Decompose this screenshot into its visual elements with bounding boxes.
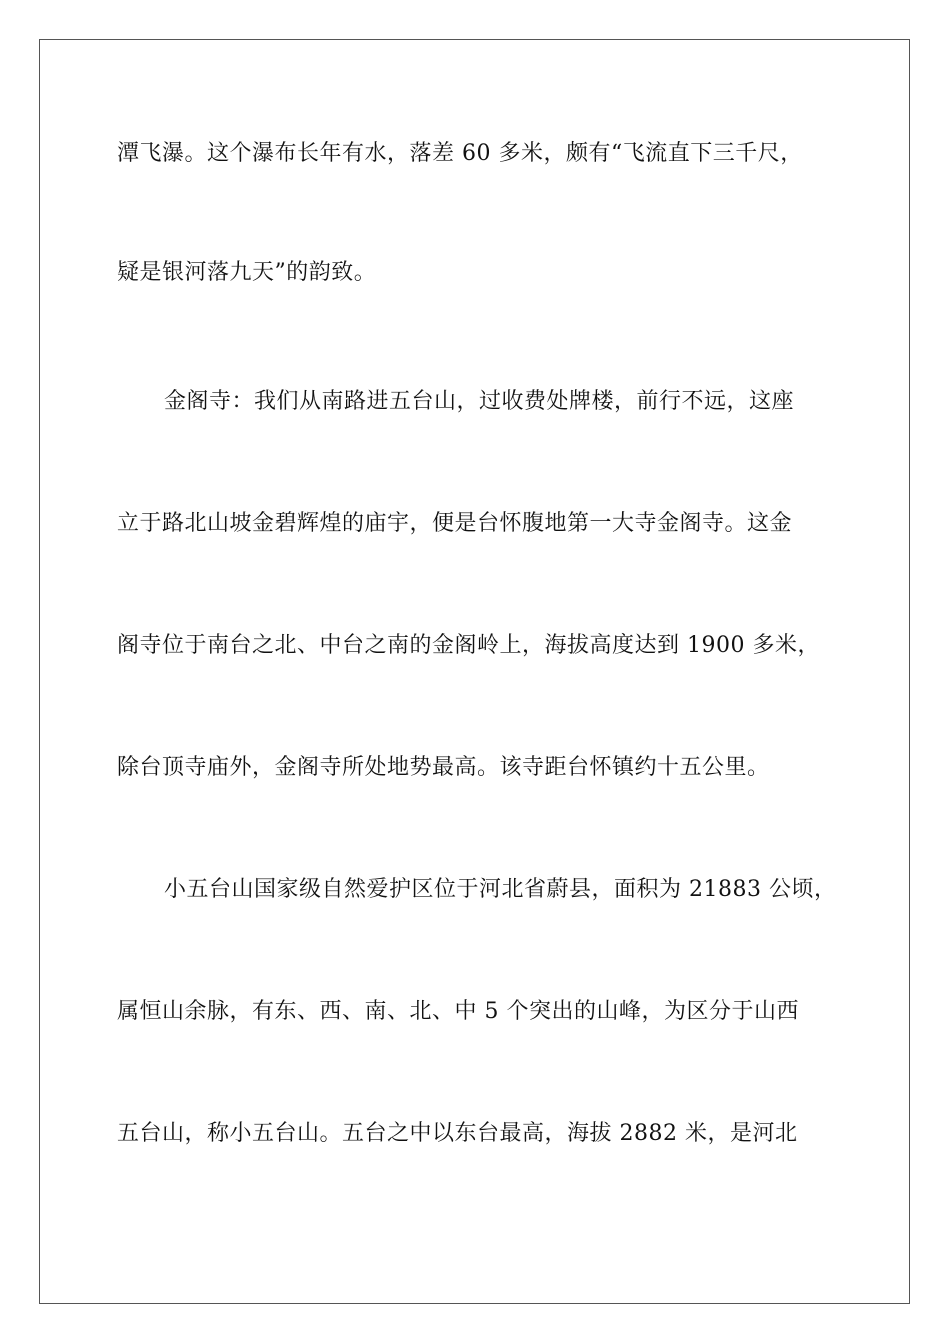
paragraph-line-3: 金阁寺：我们从南路进五台山，过收费处牌楼，前行不远，这座: [164, 389, 795, 414]
paragraph-line-7: 小五台山国家级自然爱护区位于河北省蔚县，面积为 21883 公顷，: [164, 877, 837, 902]
paragraph-line-8: 属恒山余脉，有东、西、南、北、中 5 个突出的山峰，为区分于山西: [117, 999, 799, 1024]
paragraph-line-4: 立于路北山坡金碧辉煌的庙宇，便是台怀腹地第一大寺金阁寺。这金: [117, 511, 793, 536]
paragraph-line-9: 五台山，称小五台山。五台之中以东台最高，海拔 2882 米，是河北: [117, 1121, 798, 1146]
paragraph-line-2: 疑是银河落九天”的韵致。: [117, 260, 377, 285]
paragraph-line-1: 潭飞瀑。这个瀑布长年有水，落差 60 多米，颇有“飞流直下三千尺，: [117, 141, 803, 166]
paragraph-line-5: 阁寺位于南台之北、中台之南的金阁岭上，海拔高度达到 1900 多米，: [117, 633, 820, 658]
page-border: [39, 39, 910, 1304]
paragraph-line-6: 除台顶寺庙外，金阁寺所处地势最高。该寺距台怀镇约十五公里。: [117, 755, 770, 780]
